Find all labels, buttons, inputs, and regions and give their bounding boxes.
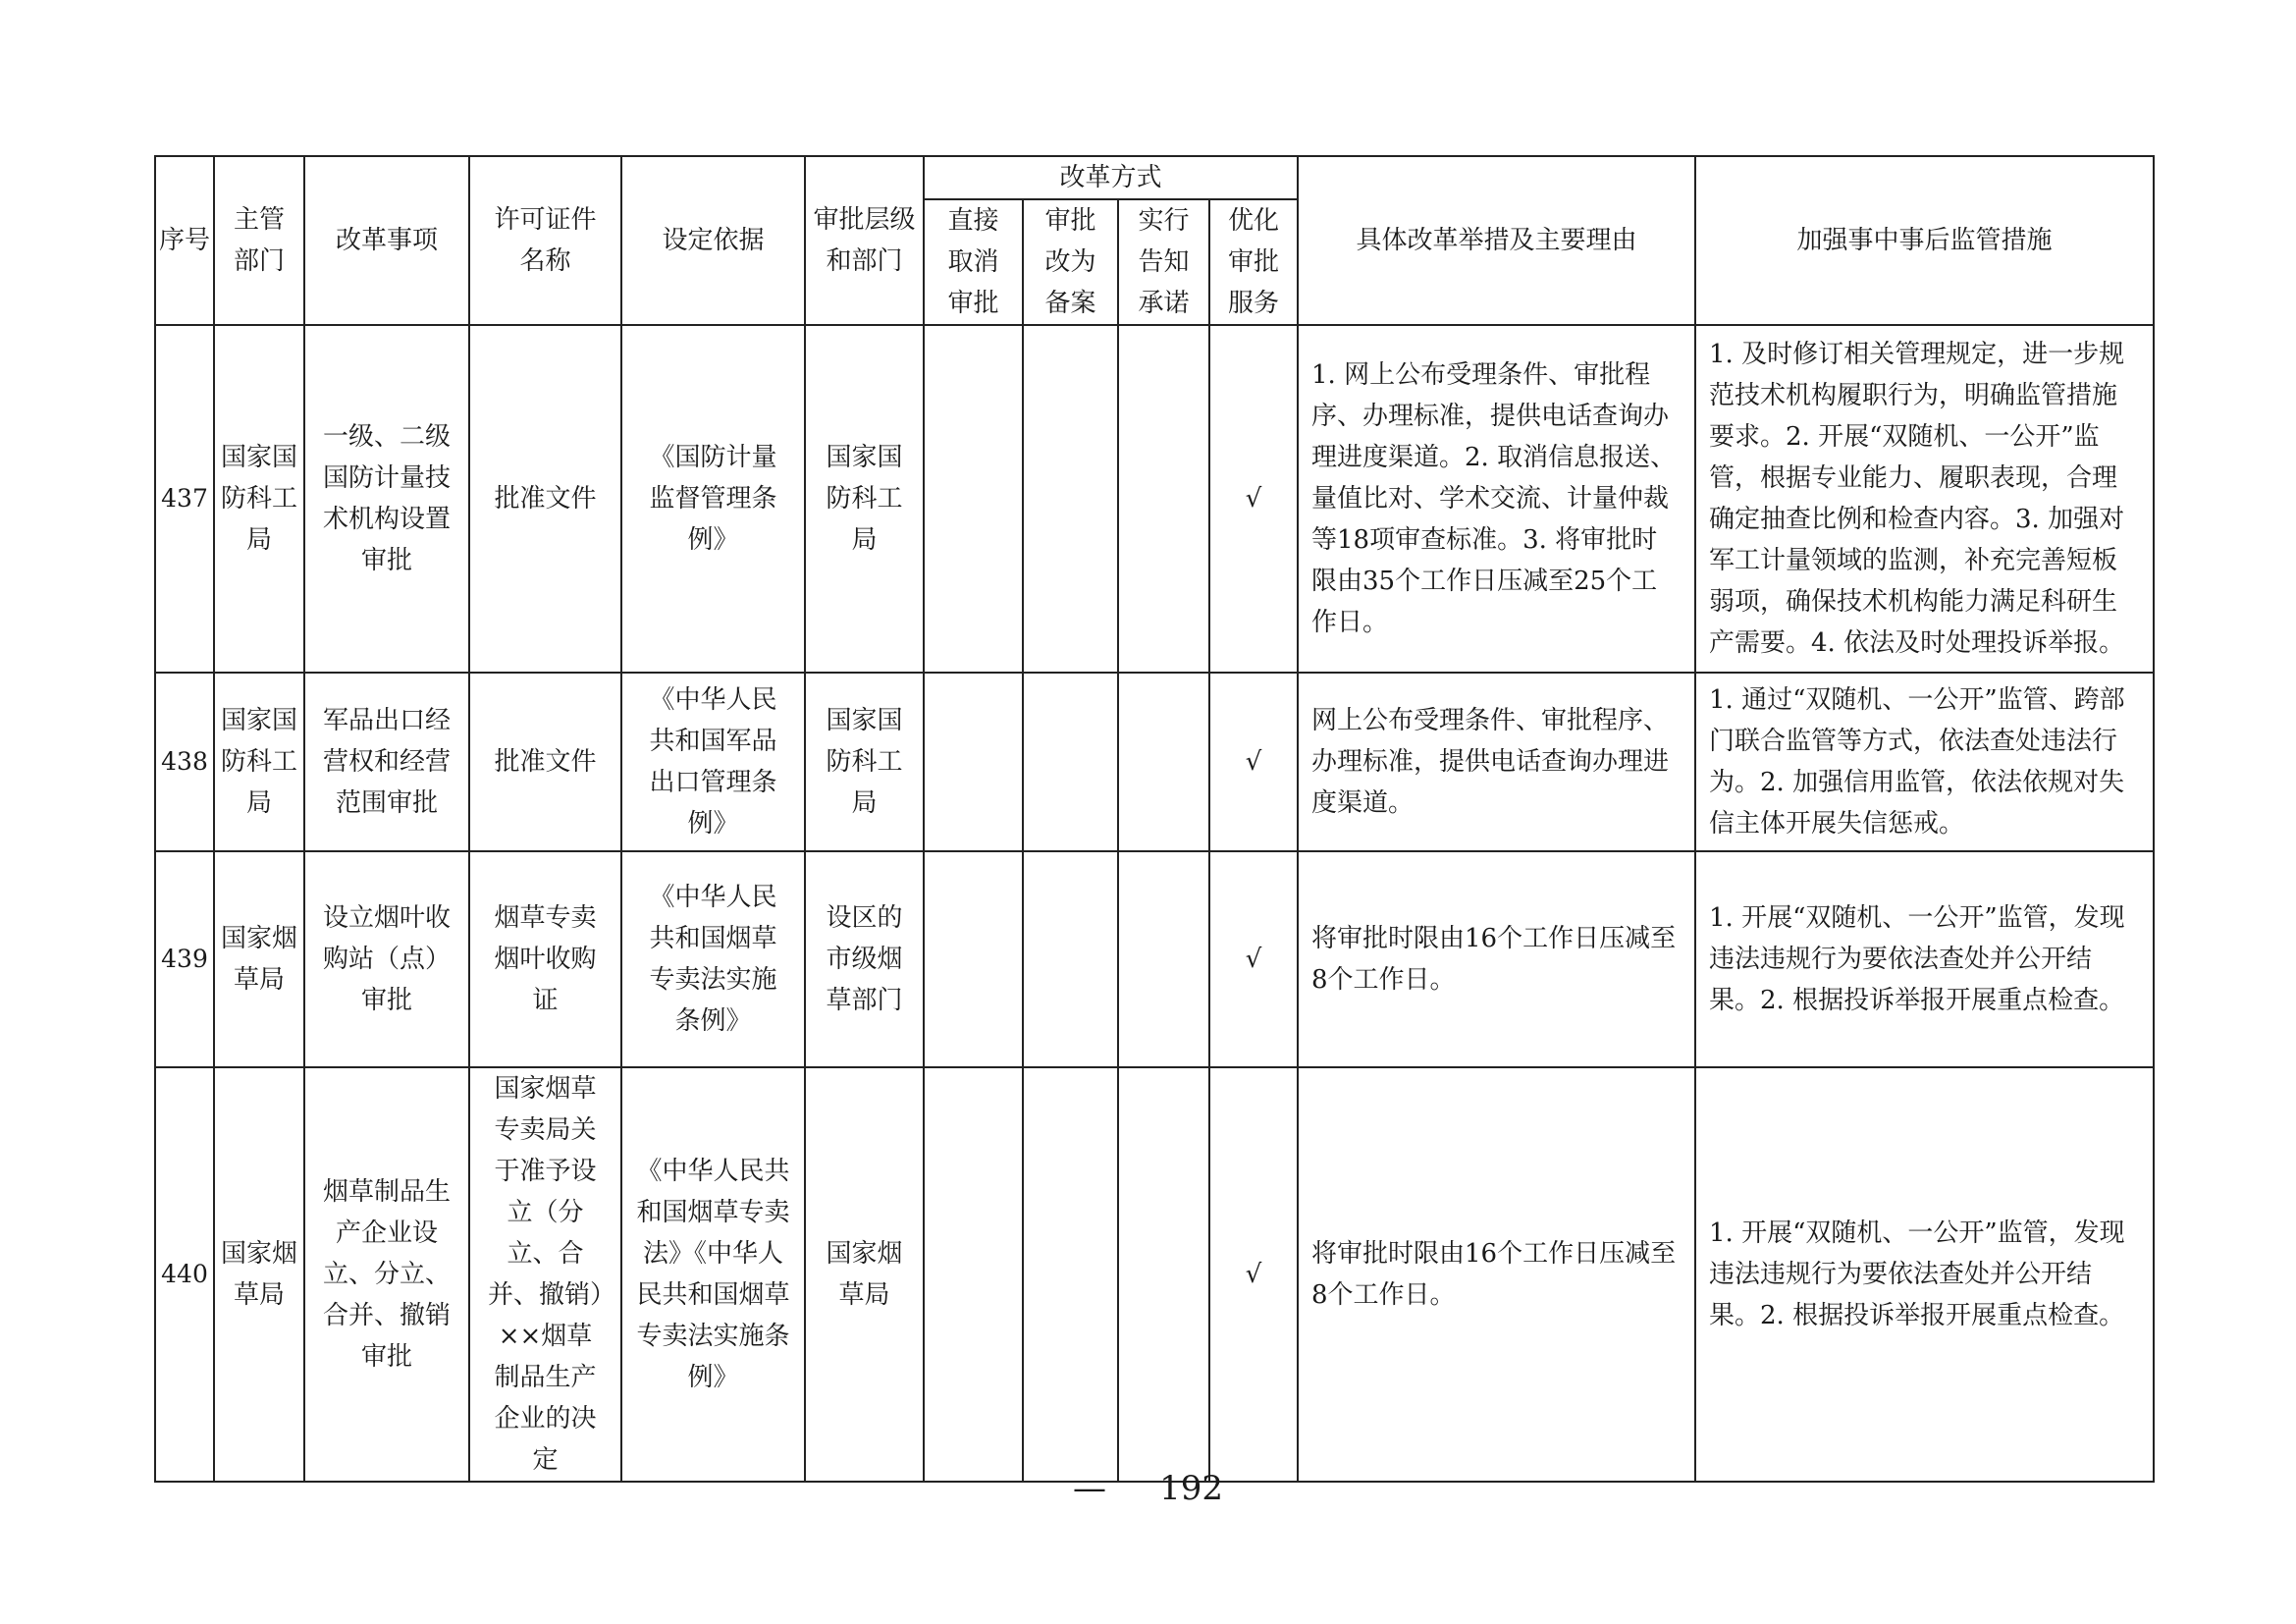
row-level: 国家国防科工局 — [805, 673, 924, 851]
row-supervision: 1. 开展“双随机、一公开”监管，发现违法违规行为要依法查处并公开结果。2. 根据投诉举报开展重点检查。 — [1695, 851, 2154, 1067]
row-optimize-check: √ — [1209, 1067, 1298, 1482]
row-measures: 1. 网上公布受理条件、审批程序、办理标准，提供电话查询办理进度渠道。2. 取消信息报送、量值比对、学术交流、计量仲裁等18项审查标准。3. 将审批时限由35个工作日压减至25个工作日。 — [1298, 325, 1695, 673]
row-seq: 440 — [155, 1067, 214, 1482]
row-supervision: 1. 及时修订相关管理规定，进一步规范技术机构履职行为，明确监管措施要求。2. 开展“双随机、一公开”监管，根据专业能力、履职表现，合理确定抽查比例和检查内容。3. 加强对军工计量领域的监测，补充完善短板弱项，确保技术机构能力满足科研生产需要。4. 依法及时处理投诉举报。 — [1695, 325, 2154, 673]
row-dept: 国家烟草局 — [214, 851, 304, 1067]
row-basis: 《中华人民共和国军品出口管理条例》 — [621, 673, 805, 851]
row-seq: 437 — [155, 325, 214, 673]
table-row — [155, 673, 2154, 851]
table-row — [155, 851, 2154, 1067]
row-level: 设区的市级烟草部门 — [805, 851, 924, 1067]
row-supervision: 1. 开展“双随机、一公开”监管，发现违法违规行为要依法查处并公开结果。2. 根据投诉举报开展重点检查。 — [1695, 1067, 2154, 1482]
row-optimize-check: √ — [1209, 325, 1298, 673]
row-measures: 将审批时限由16个工作日压减至8个工作日。 — [1298, 1067, 1695, 1482]
row-license: 批准文件 — [469, 325, 621, 673]
header-optimize: 优化审批服务 — [1209, 199, 1298, 325]
row-license: 国家烟草专卖局关于准予设立（分立、合并、撤销）××烟草制品生产企业的决定 — [469, 1067, 621, 1482]
row-supervision: 1. 通过“双随机、一公开”监管、跨部门联合监管等方式，依法查处违法行为。2. 加强信用监管，依法依规对失信主体开展失信惩戒。 — [1695, 673, 2154, 851]
page-number: 192 — [1159, 1469, 1223, 1508]
row-level: 国家国防科工局 — [805, 325, 924, 673]
row-dept: 国家国防科工局 — [214, 673, 304, 851]
page-footer — [0, 1465, 2296, 1512]
row-direct-cancel — [924, 325, 1023, 673]
row-direct-cancel — [924, 1067, 1023, 1482]
row-item: 军品出口经营权和经营范围审批 — [304, 673, 469, 851]
row-optimize-check: √ — [1209, 673, 1298, 851]
row-notify-commit — [1118, 851, 1209, 1067]
header-notify-commit: 实行告知承诺 — [1118, 199, 1209, 325]
header-reform-group: 改革方式 — [924, 156, 1298, 199]
row-dept: 国家烟草局 — [214, 1067, 304, 1482]
row-to-filing — [1023, 851, 1118, 1067]
header-basis: 设定依据 — [621, 156, 805, 325]
header-measures: 具体改革举措及主要理由 — [1298, 156, 1695, 325]
row-measures: 将审批时限由16个工作日压减至8个工作日。 — [1298, 851, 1695, 1067]
row-seq: 439 — [155, 851, 214, 1067]
row-direct-cancel — [924, 851, 1023, 1067]
row-item: 烟草制品生产企业设立、分立、合并、撤销审批 — [304, 1067, 469, 1482]
row-level: 国家烟草局 — [805, 1067, 924, 1482]
header-to-filing: 审批改为备案 — [1023, 199, 1118, 325]
row-basis: 《国防计量监督管理条例》 — [621, 325, 805, 673]
header-direct-cancel: 直接取消审批 — [924, 199, 1023, 325]
row-notify-commit — [1118, 1067, 1209, 1482]
table-row — [155, 1067, 2154, 1482]
header-dept: 主管部门 — [214, 156, 304, 325]
header-row-top — [155, 156, 2154, 199]
reform-table — [154, 155, 2155, 1483]
row-license: 批准文件 — [469, 673, 621, 851]
row-basis: 《中华人民共和国烟草专卖法实施条例》 — [621, 851, 805, 1067]
row-notify-commit — [1118, 325, 1209, 673]
row-dept: 国家国防科工局 — [214, 325, 304, 673]
row-to-filing — [1023, 673, 1118, 851]
header-seq: 序号 — [155, 156, 214, 325]
table-row — [155, 325, 2154, 673]
row-license: 烟草专卖烟叶收购证 — [469, 851, 621, 1067]
row-basis: 《中华人民共和国烟草专卖法》《中华人民共和国烟草专卖法实施条例》 — [621, 1067, 805, 1482]
row-to-filing — [1023, 1067, 1118, 1482]
row-item: 设立烟叶收购站（点）审批 — [304, 851, 469, 1067]
row-optimize-check: √ — [1209, 851, 1298, 1067]
header-license: 许可证件名称 — [469, 156, 621, 325]
row-measures: 网上公布受理条件、审批程序、办理标准，提供电话查询办理进度渠道。 — [1298, 673, 1695, 851]
row-seq: 438 — [155, 673, 214, 851]
row-direct-cancel — [924, 673, 1023, 851]
footer-dash: — — [1073, 1469, 1107, 1508]
row-to-filing — [1023, 325, 1118, 673]
header-item: 改革事项 — [304, 156, 469, 325]
header-supervision: 加强事中事后监管措施 — [1695, 156, 2154, 325]
row-notify-commit — [1118, 673, 1209, 851]
row-item: 一级、二级国防计量技术机构设置审批 — [304, 325, 469, 673]
header-level: 审批层级和部门 — [805, 156, 924, 325]
